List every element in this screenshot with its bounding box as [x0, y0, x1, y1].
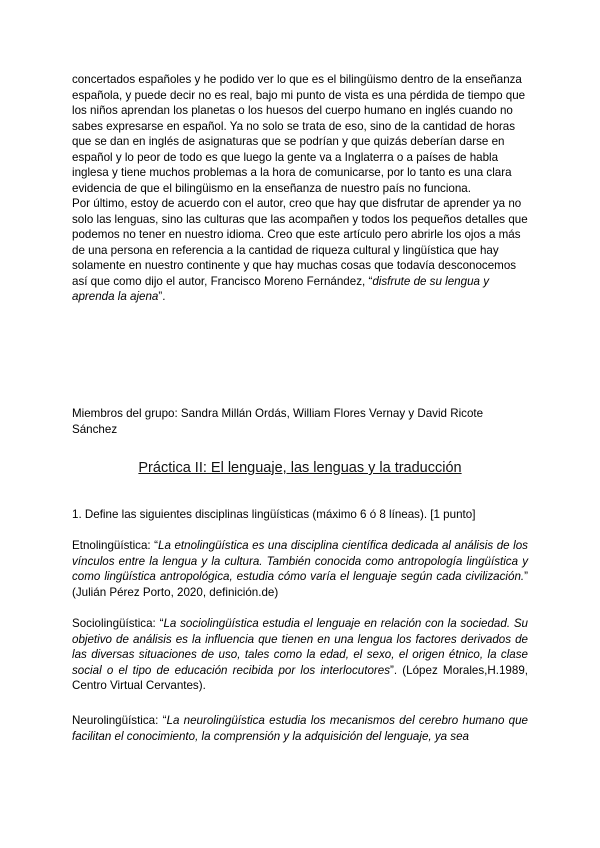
definition-etnolinguistica: [72, 538, 528, 600]
essay-paragraph-2-text: Por último, estoy de acuerdo con el autor, creo que hay que disfrutar de aprender ya no solo las lenguas, sino las culturas que las acompañen y todos los pequeños detalles que podemos no tener en nuestro idioma. Creo que este artículo pero abrirle los ojos a más de una persona en referencia a la cantidad de riqueza cultural y lingüística que hay solamente en nuestro continente y que hay muchas cosas que todavía desconocemos así que como dijo el autor, Francisco Moreno Fernández,: [72, 197, 528, 288]
group-members: Miembros del grupo: Sandra Millán Ordás, William Flores Vernay y David Ricote Sánchez: [72, 407, 484, 436]
definition-source: (Julián Pérez Porto, 2020, definición.de): [72, 585, 279, 599]
definition-quote: La sociolingüística estudia el lenguaje en relación con la sociedad. Su objetivo de análisis es la influencia que tienen en una lengua los factores derivados de las diversas situaciones de uso, tales como la edad, el sexo, el origen étnico, la clase social o el tipo de educación recibida por los interlocutores: [72, 617, 529, 677]
question-1: 1. Define las siguientes disciplinas lingüísticas (máximo 6 ó 8 líneas). [1 punto]: [72, 508, 476, 521]
definition-term: Sociolingüística:: [72, 617, 160, 630]
definition-quote: La etnolingüística es una disciplina científica dedicada al análisis de los vínculos entre la lengua y la cultura. También conocida como antropología lingüística y como lingüística antropológica, estudia cómo varía el lenguaje según cada civilización.: [72, 539, 528, 583]
closing-quote: disfrute de su lengua y aprenda la ajena: [72, 274, 489, 303]
quote-open-mark: “: [154, 539, 159, 552]
quote-close-mark: ”: [524, 570, 528, 583]
definition-sociolinguistica: [72, 616, 528, 694]
quote-open-mark: “: [162, 714, 167, 727]
essay-conclusion: [72, 72, 528, 305]
quote-open-mark: “: [159, 617, 164, 630]
essay-paragraph-1: concertados españoles y he podido ver lo que es el bilingüismo dentro de la enseñanza española, y puede decir no es real, bajo mi punto de vista es una pérdida de tiempo que los niños aprendan los planetas o los huesos del cuerpo humano en inglés cuando no sabes expresarse en español. Ya no solo se trata de eso, sino de la cantidad de horas que se dan en inglés de asignaturas que se podrían y que quizás deberían darse en español y lo peor de todo es que luego la gente va a Inglaterra o a países de habla inglesa y tiene muchos problemas a la hora de comunicarse, por lo tanto es una clara evidencia de que el bilingüismo en la enseñanza de nuestro país no funciona.: [72, 73, 526, 195]
definition-source: (López Morales,H.1989, Centro Virtual Cervantes).: [72, 663, 528, 692]
practice-title: Práctica II: El lenguaje, las lenguas y la traducción: [138, 460, 462, 476]
quote-close-mark: ”.: [390, 663, 403, 677]
quote-close-mark: ”.: [158, 290, 166, 303]
quote-open-mark: “: [368, 274, 373, 288]
definition-quote: La neurolingüística estudia los mecanismos del cerebro humano que facilitan el conocimiento, la comprensión y la adquisición del lenguaje, ya sea: [72, 714, 528, 743]
definition-term: Neurolingüística:: [72, 714, 163, 727]
definition-term: Etnolingüística:: [72, 539, 155, 552]
essay-paragraph-2: [72, 196, 528, 305]
definition-neurolinguistica: [72, 713, 528, 744]
